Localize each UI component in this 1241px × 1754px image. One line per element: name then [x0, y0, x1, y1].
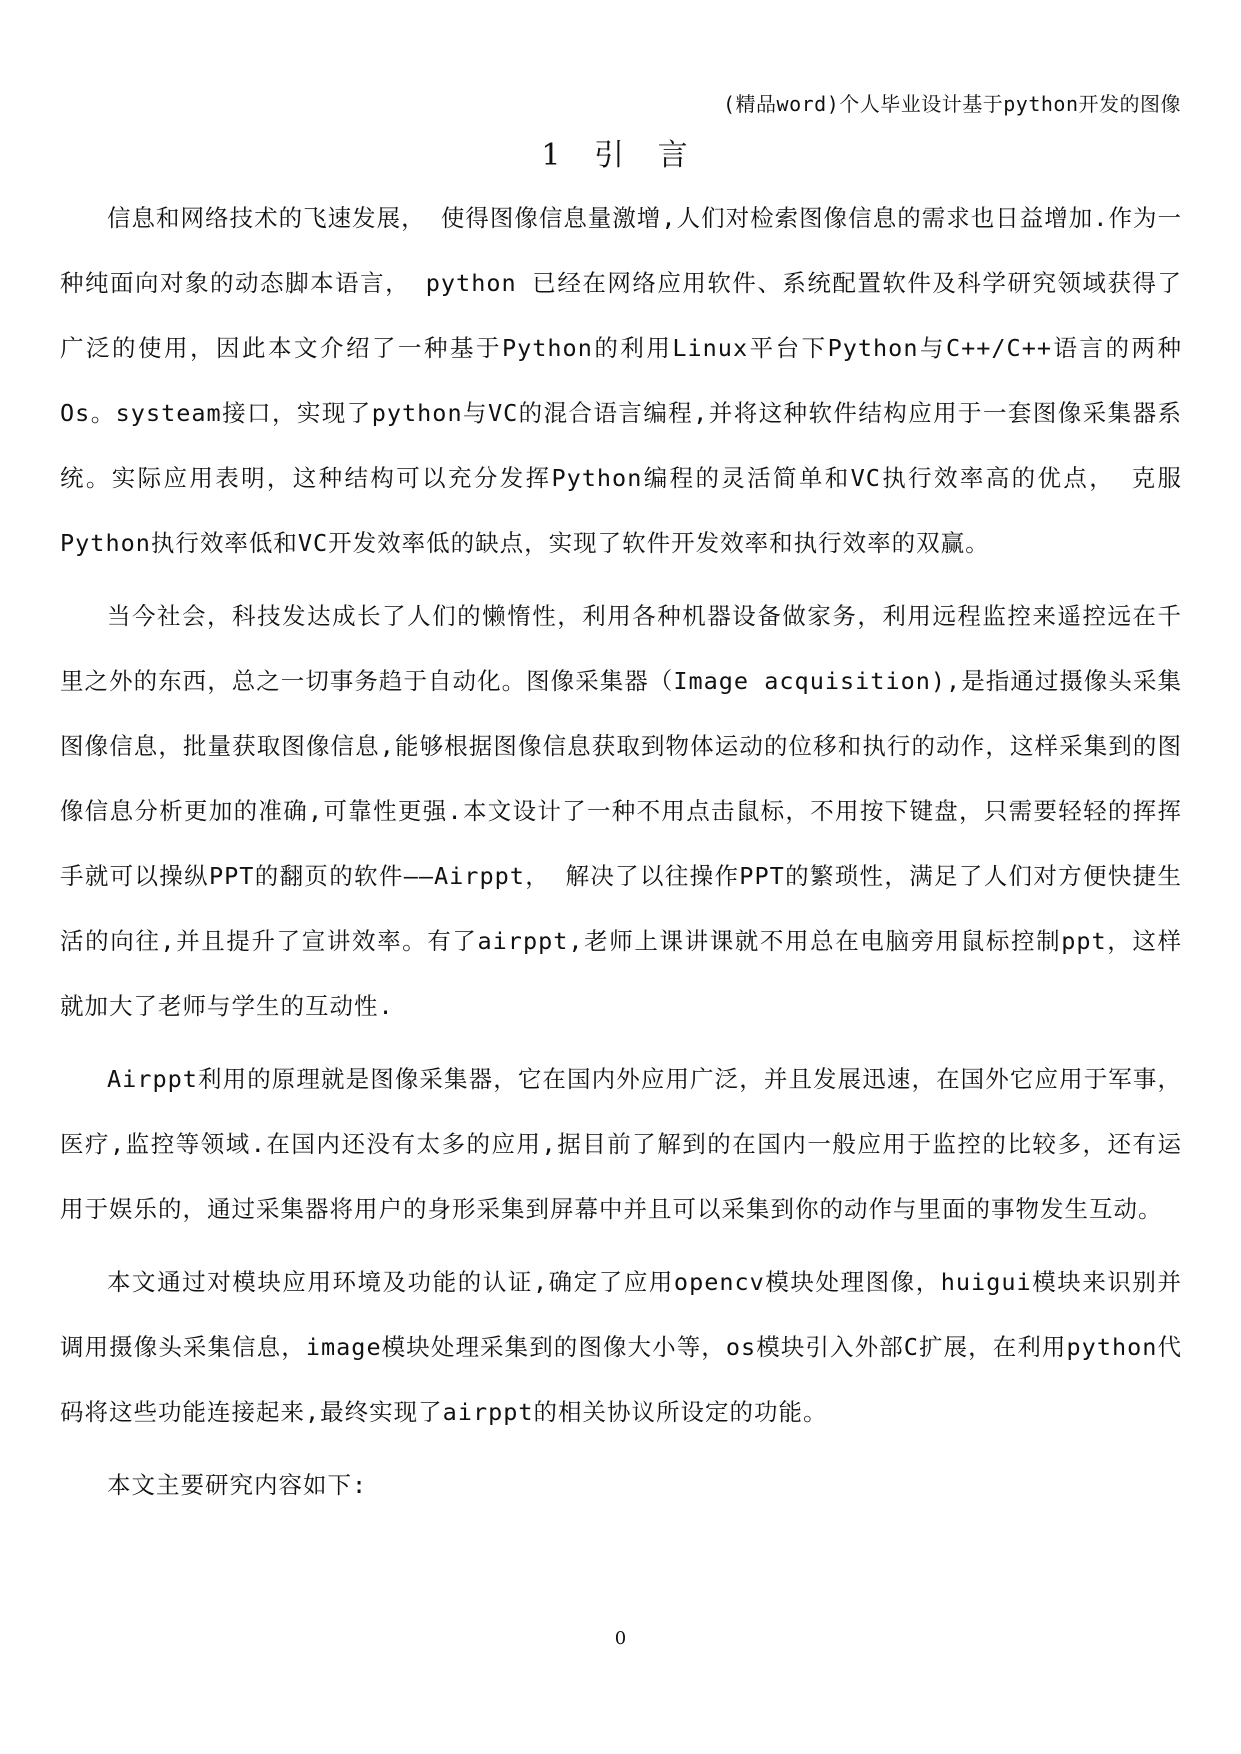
running-header: (精品word)个人毕业设计基于python开发的图像 [723, 92, 1181, 116]
paragraph: 本文主要研究内容如下: [107, 1471, 368, 1499]
section-title: 1 引 言 [541, 138, 700, 173]
paragraph: Airppt利用的原理就是图像采集器，它在国内外应用广泛，并且发展迅速，在国外它应用于军事，医疗,监控等领域.在国内还没有太多的应用,据目前了解到的在国内一般应用于监控的比较多，还有运用于娱乐的，通过采集器将用户的身形采集到屏幕中并且可以采集到你的动作与里面的事物发生互动。 [60, 1065, 1182, 1223]
paragraph: 信息和网络技术的飞速发展， 使得图像信息量激增,人们对检索图像信息的需求也日益增加.作为一种纯面向对象的动态脚本语言， python 已经在网络应用软件、系统配置软件及科学研究领域获得了广泛的使用，因此本文介绍了一种基于Python的利用Linux平台下Python与C++/C++语言的两种Os。systeam接口，实现了python与VC的混合语言编程,并将这种软件结构应用于一套图像采集器系统。实际应用表明，这种结构可以充分发挥Python编程的灵活简单和VC执行效率高的优点， 克服Python执行效率低和VC开发效率低的缺点，实现了软件开发效率和执行效率的双赢。 [60, 204, 1182, 557]
paragraph: 本文通过对模块应用环境及功能的认证,确定了应用opencv模块处理图像，huigui模块来识别并调用摄像头采集信息，image模块处理采集到的图像大小等，os模块引入外部C扩展，在利用python代码将这些功能连接起来,最终实现了airppt的相关协议所设定的功能。 [60, 1268, 1182, 1426]
document-body [60, 186, 1182, 1526]
page-number: 0 [614, 1628, 627, 1649]
paragraph: 当今社会，科技发达成长了人们的懒惰性，利用各种机器设备做家务，利用远程监控来遥控远在千里之外的东西，总之一切事务趋于自动化。图像采集器（Image acquisition),是指通过摄像头采集图像信息，批量获取图像信息,能够根据图像信息获取到物体运动的位移和执行的动作，这样采集到的图像信息分析更加的准确,可靠性更强.本文设计了一种不用点击鼠标，不用按下键盘，只需要轻轻的挥挥手就可以操纵PPT的翻页的软件——Airppt， 解决了以往操作PPT的繁琐性，满足了人们对方便快捷生活的向往,并且提升了宣讲效率。有了airppt,老师上课讲课就不用总在电脑旁用鼠标控制ppt，这样就加大了老师与学生的互动性. [60, 602, 1182, 1020]
